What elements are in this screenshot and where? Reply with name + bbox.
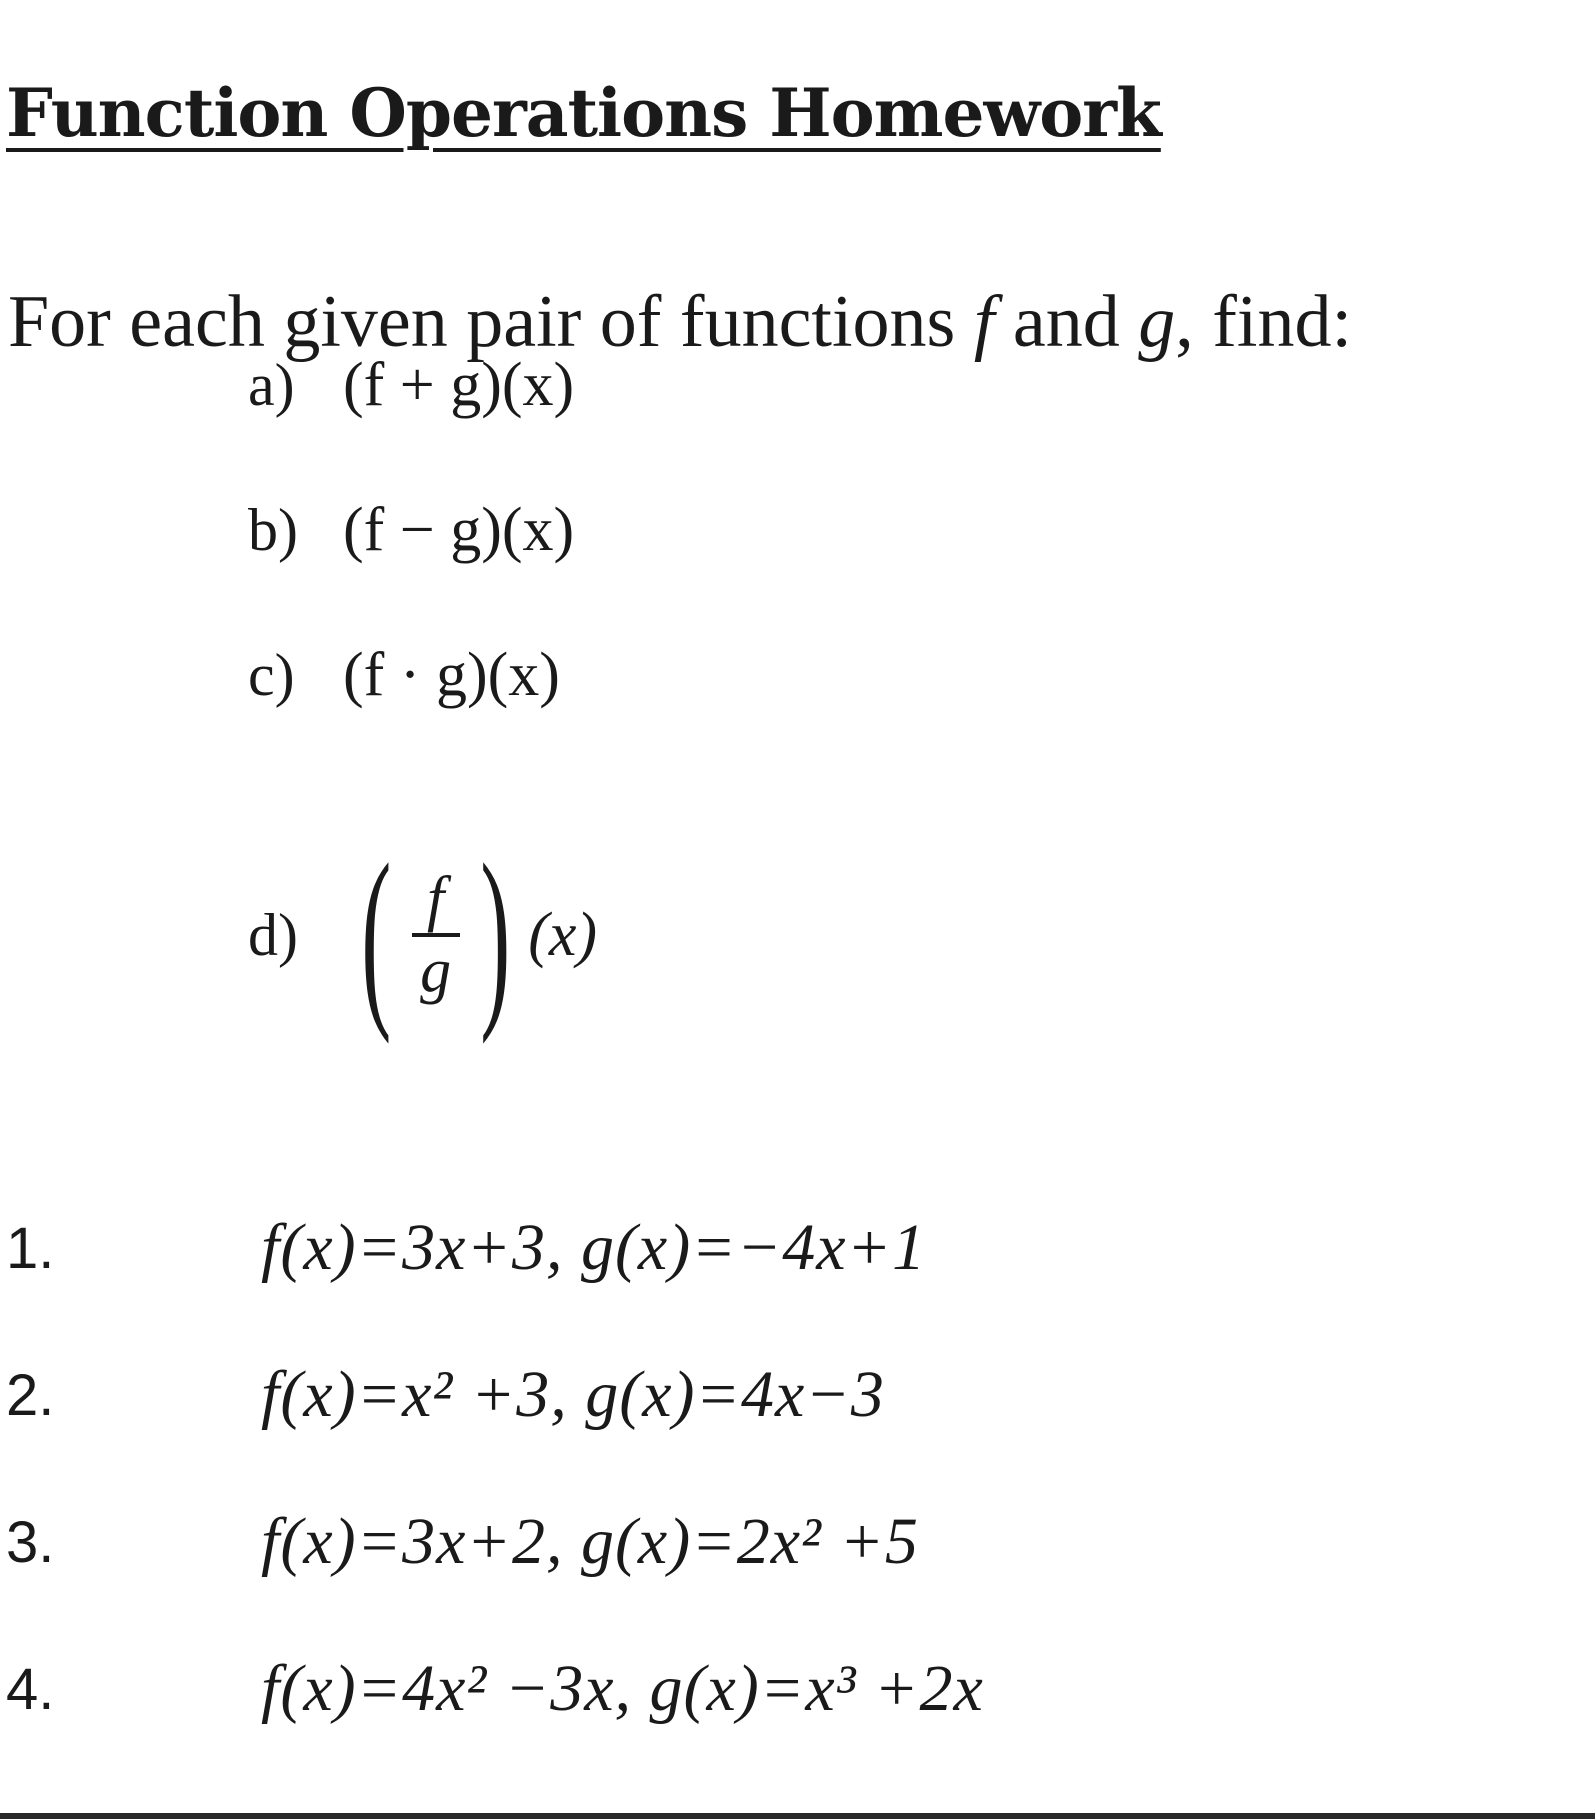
bottom-rule	[0, 1813, 1595, 1819]
instructions	[8, 281, 1353, 363]
page-title: Function Operations Homework	[6, 74, 1161, 152]
right-big-paren: )	[479, 824, 510, 1045]
fraction-numerator: f	[426, 864, 445, 933]
instructions-suffix: , find:	[1175, 281, 1353, 363]
problem-1-equation: f(x)=3x+3, g(x)=−4x+1	[261, 1211, 927, 1284]
part-d	[248, 824, 598, 1045]
problem-3	[6, 1504, 919, 1580]
part-b-expression: (f − g)(x)	[343, 496, 575, 564]
problem-3-equation: f(x)=3x+2, g(x)=2x² +5	[261, 1505, 919, 1578]
problem-2	[6, 1357, 885, 1433]
part-d-label: d)	[248, 901, 298, 968]
problem-4	[6, 1651, 984, 1727]
problem-1-number: 1.	[6, 1215, 55, 1281]
instructions-middle: and	[994, 281, 1139, 363]
part-a-expression: (f + g)(x)	[343, 351, 575, 419]
part-c-label: c)	[248, 642, 295, 708]
fraction-f-over-g	[412, 865, 460, 1005]
part-d-tail: (x)	[528, 900, 598, 969]
problem-3-number: 3.	[6, 1509, 55, 1575]
problem-4-number: 4.	[6, 1656, 55, 1722]
part-a	[248, 350, 574, 421]
problem-1	[6, 1210, 926, 1286]
instructions-prefix: For each given pair of functions	[8, 281, 974, 363]
part-c	[248, 640, 560, 711]
part-b-label: b)	[248, 497, 298, 563]
fraction-denominator: g	[420, 937, 452, 1005]
part-d-expression	[343, 824, 598, 1045]
left-big-paren: (	[361, 824, 392, 1045]
problem-4-equation: f(x)=4x² −3x, g(x)=x³ +2x	[261, 1652, 984, 1725]
instructions-g: g	[1138, 281, 1176, 363]
problem-2-equation: f(x)=x² +3, g(x)=4x−3	[261, 1358, 885, 1431]
part-c-expression: (f · g)(x)	[343, 641, 560, 709]
part-b	[248, 495, 574, 566]
problem-2-number: 2.	[6, 1362, 55, 1428]
part-a-label: a)	[248, 352, 295, 418]
instructions-f: f	[973, 281, 995, 363]
